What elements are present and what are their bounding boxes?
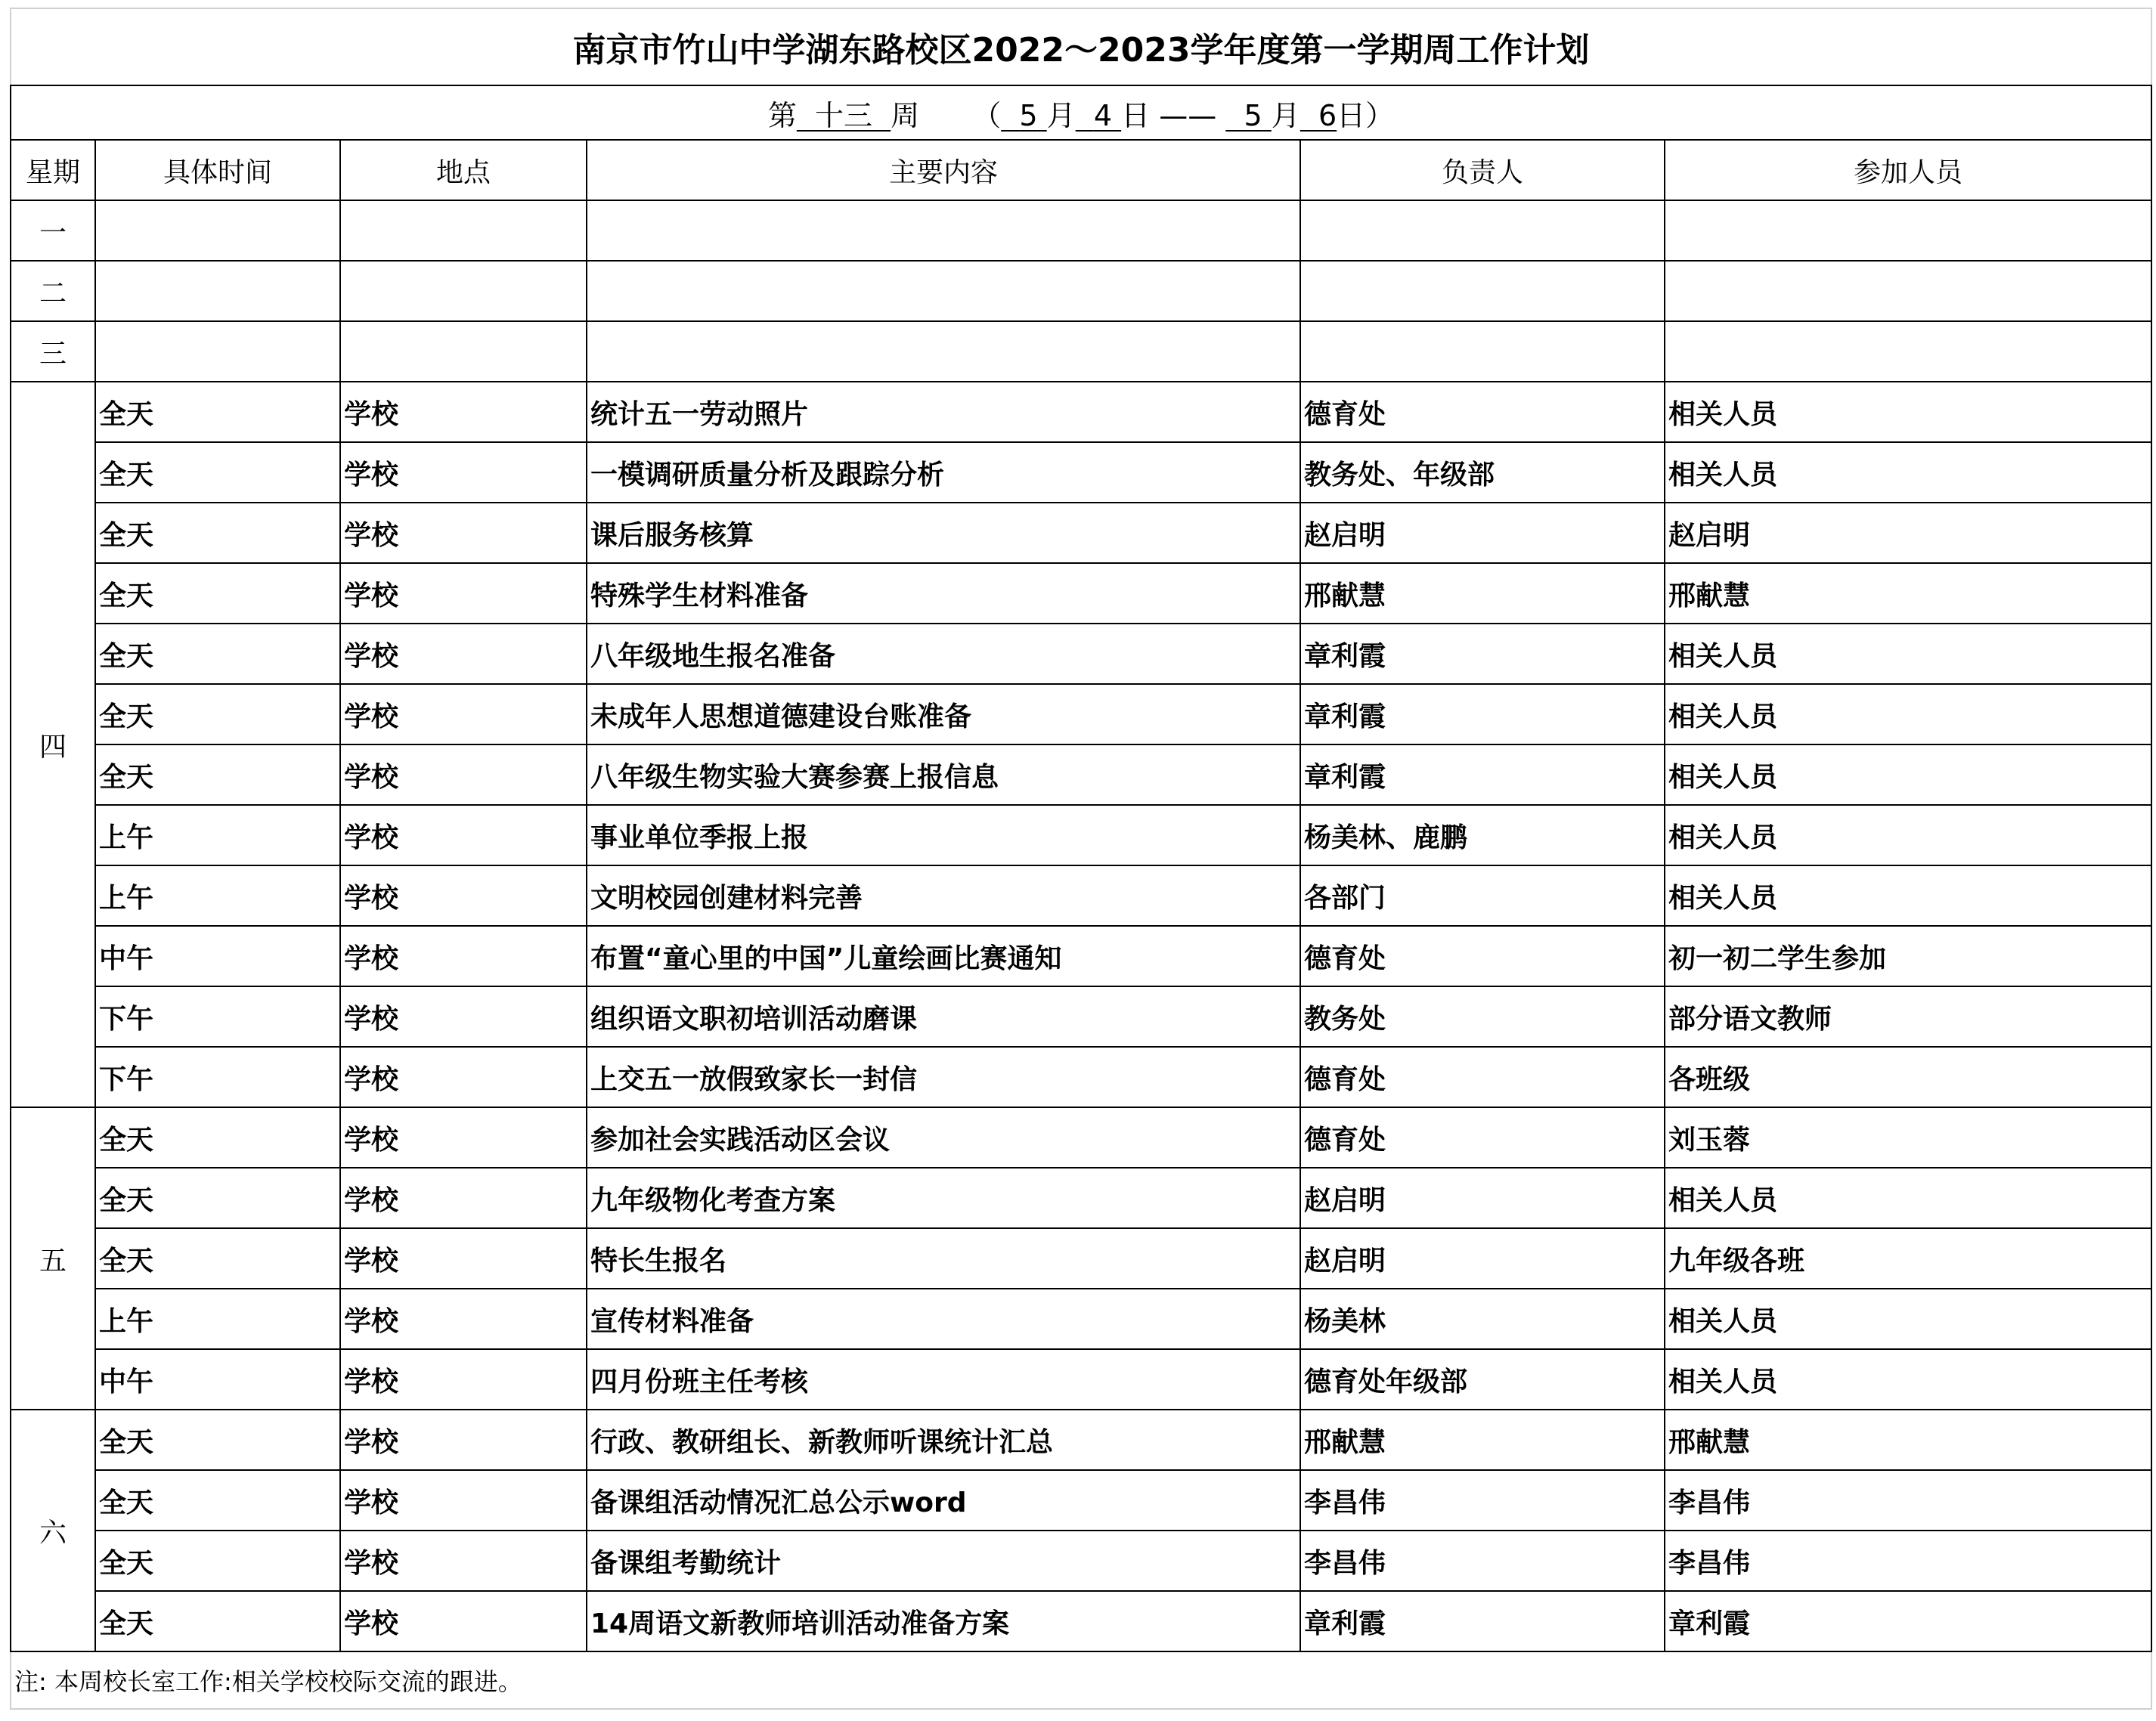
- owner-cell: 邢献慧: [1300, 1410, 1665, 1470]
- time-cell: 全天: [95, 1591, 340, 1651]
- place-cell: 学校: [340, 986, 587, 1047]
- owner-cell: 杨美林: [1300, 1289, 1665, 1349]
- open-paren: （: [972, 98, 1002, 132]
- table-row: [11, 1047, 2151, 1107]
- time-cell: 全天: [95, 563, 340, 624]
- table-row: [11, 1107, 2151, 1168]
- table-row: [11, 200, 2151, 261]
- table-row: [11, 926, 2151, 986]
- content-cell: 14周语文新教师培训活动准备方案: [587, 1591, 1300, 1651]
- content-cell: 上交五一放假致家长一封信: [587, 1047, 1300, 1107]
- table-row: [11, 1289, 2151, 1349]
- empty-cell: [1665, 261, 2151, 321]
- weekday-cell: 六: [11, 1410, 95, 1651]
- header-place: 地点: [340, 140, 587, 200]
- weekly-plan-table: [10, 8, 2152, 1710]
- content-cell: 特长生报名: [587, 1228, 1300, 1289]
- start-day: 4: [1093, 98, 1113, 132]
- end-month: 5: [1244, 98, 1262, 132]
- owner-cell: 李昌伟: [1300, 1531, 1665, 1591]
- content-cell: 备课组活动情况汇总公示word: [587, 1470, 1300, 1531]
- table-row: [11, 1228, 2151, 1289]
- weekday-cell: 五: [11, 1107, 95, 1410]
- participants-cell: 相关人员: [1665, 684, 2151, 744]
- table-row: [11, 1168, 2151, 1228]
- owner-cell: 各部门: [1300, 865, 1665, 926]
- empty-cell: [587, 321, 1300, 382]
- time-cell: 全天: [95, 1107, 340, 1168]
- place-cell: 学校: [340, 684, 587, 744]
- range-dash: ——: [1159, 98, 1217, 132]
- time-cell: 全天: [95, 684, 340, 744]
- owner-cell: 德育处: [1300, 1107, 1665, 1168]
- table-row: [11, 986, 2151, 1047]
- empty-cell: [340, 200, 587, 261]
- time-cell: 全天: [95, 1410, 340, 1470]
- weekday-cell: 一: [11, 200, 95, 261]
- sheet-title: 南京市竹山中学湖东路校区2022～2023学年度第一学期周工作计划: [11, 8, 2151, 85]
- owner-cell: 德育处年级部: [1300, 1349, 1665, 1410]
- owner-cell: 章利霞: [1300, 624, 1665, 684]
- owner-cell: 德育处: [1300, 1047, 1665, 1107]
- owner-cell: 教务处、年级部: [1300, 442, 1665, 503]
- end-month-label: 月: [1271, 98, 1300, 132]
- participants-cell: 相关人员: [1665, 744, 2151, 805]
- participants-cell: 章利霞: [1665, 1591, 2151, 1651]
- content-cell: 参加社会实践活动区会议: [587, 1107, 1300, 1168]
- place-cell: 学校: [340, 926, 587, 986]
- time-cell: 上午: [95, 1289, 340, 1349]
- table-row: [11, 805, 2151, 865]
- participants-cell: 相关人员: [1665, 382, 2151, 442]
- time-cell: 全天: [95, 442, 340, 503]
- time-cell: 全天: [95, 503, 340, 563]
- end-day-label: 日）: [1337, 98, 1395, 132]
- participants-cell: 李昌伟: [1665, 1470, 2151, 1531]
- table-row: [11, 1410, 2151, 1470]
- time-cell: 全天: [95, 1168, 340, 1228]
- time-cell: 全天: [95, 1531, 340, 1591]
- participants-cell: 邢献慧: [1665, 1410, 2151, 1470]
- owner-cell: 赵启明: [1300, 1228, 1665, 1289]
- participants-cell: 部分语文教师: [1665, 986, 2151, 1047]
- time-cell: 全天: [95, 744, 340, 805]
- place-cell: 学校: [340, 503, 587, 563]
- empty-cell: [1300, 261, 1665, 321]
- table-row: [11, 1470, 2151, 1531]
- header-content: 主要内容: [587, 140, 1300, 200]
- time-cell: 上午: [95, 805, 340, 865]
- start-month-label: 月: [1046, 98, 1076, 132]
- table-row: [11, 865, 2151, 926]
- place-cell: 学校: [340, 1591, 587, 1651]
- place-cell: 学校: [340, 744, 587, 805]
- place-cell: 学校: [340, 805, 587, 865]
- time-cell: 全天: [95, 382, 340, 442]
- content-cell: 八年级地生报名准备: [587, 624, 1300, 684]
- empty-cell: [1665, 321, 2151, 382]
- owner-cell: 德育处: [1300, 382, 1665, 442]
- content-cell: 文明校园创建材料完善: [587, 865, 1300, 926]
- place-cell: 学校: [340, 1228, 587, 1289]
- participants-cell: 刘玉蓉: [1665, 1107, 2151, 1168]
- week-range: [11, 85, 2151, 140]
- empty-cell: [587, 261, 1300, 321]
- empty-cell: [340, 321, 587, 382]
- participants-cell: 各班级: [1665, 1047, 2151, 1107]
- content-cell: 统计五一劳动照片: [587, 382, 1300, 442]
- participants-cell: 相关人员: [1665, 805, 2151, 865]
- header-weekday: 星期: [11, 140, 95, 200]
- owner-cell: 德育处: [1300, 926, 1665, 986]
- place-cell: 学校: [340, 1531, 587, 1591]
- content-cell: 九年级物化考查方案: [587, 1168, 1300, 1228]
- participants-cell: 相关人员: [1665, 442, 2151, 503]
- time-cell: 中午: [95, 1349, 340, 1410]
- owner-cell: 李昌伟: [1300, 1470, 1665, 1531]
- participants-cell: 九年级各班: [1665, 1228, 2151, 1289]
- place-cell: 学校: [340, 563, 587, 624]
- time-cell: 下午: [95, 1047, 340, 1107]
- owner-cell: 章利霞: [1300, 744, 1665, 805]
- participants-cell: 相关人员: [1665, 1168, 2151, 1228]
- content-cell: 布置“童心里的中国”儿童绘画比赛通知: [587, 926, 1300, 986]
- table-row: [11, 1349, 2151, 1410]
- place-cell: 学校: [340, 382, 587, 442]
- table-row: [11, 261, 2151, 321]
- table-row: [11, 503, 2151, 563]
- title-row: [11, 8, 2151, 85]
- empty-cell: [1300, 321, 1665, 382]
- time-cell: 全天: [95, 624, 340, 684]
- owner-cell: 邢献慧: [1300, 563, 1665, 624]
- content-cell: 四月份班主任考核: [587, 1349, 1300, 1410]
- empty-cell: [95, 261, 340, 321]
- owner-cell: 教务处: [1300, 986, 1665, 1047]
- owner-cell: 杨美林、鹿鹏: [1300, 805, 1665, 865]
- owner-cell: 章利霞: [1300, 684, 1665, 744]
- schedule-sheet: [10, 8, 2151, 1710]
- participants-cell: 初一初二学生参加: [1665, 926, 2151, 986]
- time-cell: 上午: [95, 865, 340, 926]
- header-time: 具体时间: [95, 140, 340, 200]
- content-cell: 一模调研质量分析及跟踪分析: [587, 442, 1300, 503]
- owner-cell: 赵启明: [1300, 503, 1665, 563]
- place-cell: 学校: [340, 1168, 587, 1228]
- week-row: [11, 85, 2151, 140]
- content-cell: 宣传材料准备: [587, 1289, 1300, 1349]
- place-cell: 学校: [340, 1107, 587, 1168]
- empty-cell: [1300, 200, 1665, 261]
- content-cell: 组织语文职初培训活动磨课: [587, 986, 1300, 1047]
- participants-cell: 赵启明: [1665, 503, 2151, 563]
- participants-cell: 相关人员: [1665, 865, 2151, 926]
- empty-cell: [1665, 200, 2151, 261]
- time-cell: 全天: [95, 1470, 340, 1531]
- table-row: [11, 1591, 2151, 1651]
- owner-cell: 章利霞: [1300, 1591, 1665, 1651]
- start-day-label: 日: [1121, 98, 1151, 132]
- header-participants: 参加人员: [1665, 140, 2151, 200]
- place-cell: 学校: [340, 1047, 587, 1107]
- table-row: [11, 684, 2151, 744]
- owner-cell: 赵启明: [1300, 1168, 1665, 1228]
- content-cell: 八年级生物实验大赛参赛上报信息: [587, 744, 1300, 805]
- empty-cell: [587, 200, 1300, 261]
- place-cell: 学校: [340, 442, 587, 503]
- weekday-cell: 四: [11, 382, 95, 1107]
- week-number: 十三: [815, 98, 873, 132]
- table-row: [11, 1531, 2151, 1591]
- weekday-cell: 三: [11, 321, 95, 382]
- empty-cell: [95, 200, 340, 261]
- weekday-cell: 二: [11, 261, 95, 321]
- end-day: 6: [1318, 98, 1337, 132]
- place-cell: 学校: [340, 1349, 587, 1410]
- header-owner: 负责人: [1300, 140, 1665, 200]
- participants-cell: 相关人员: [1665, 1289, 2151, 1349]
- content-cell: 事业单位季报上报: [587, 805, 1300, 865]
- empty-cell: [95, 321, 340, 382]
- note-text: 注: 本周校长室工作:相关学校校际交流的跟进。: [11, 1651, 2151, 1709]
- place-cell: 学校: [340, 1470, 587, 1531]
- content-cell: 课后服务核算: [587, 503, 1300, 563]
- header-row: [11, 140, 2151, 200]
- time-cell: 下午: [95, 986, 340, 1047]
- table-row: [11, 321, 2151, 382]
- table-row: [11, 624, 2151, 684]
- table-row: [11, 563, 2151, 624]
- place-cell: 学校: [340, 1289, 587, 1349]
- empty-cell: [340, 261, 587, 321]
- place-cell: 学校: [340, 865, 587, 926]
- start-month: 5: [1019, 98, 1038, 132]
- time-cell: 中午: [95, 926, 340, 986]
- content-cell: 行政、教研组长、新教师听课统计汇总: [587, 1410, 1300, 1470]
- participants-cell: 相关人员: [1665, 624, 2151, 684]
- table-row: [11, 744, 2151, 805]
- participants-cell: 相关人员: [1665, 1349, 2151, 1410]
- week-suffix: 周: [891, 98, 920, 132]
- time-cell: 全天: [95, 1228, 340, 1289]
- table-row: [11, 442, 2151, 503]
- place-cell: 学校: [340, 1410, 587, 1470]
- note-row: [11, 1651, 2151, 1709]
- participants-cell: 邢献慧: [1665, 563, 2151, 624]
- content-cell: 特殊学生材料准备: [587, 563, 1300, 624]
- content-cell: 未成年人思想道德建设台账准备: [587, 684, 1300, 744]
- participants-cell: 李昌伟: [1665, 1531, 2151, 1591]
- place-cell: 学校: [340, 624, 587, 684]
- table-row: [11, 382, 2151, 442]
- week-prefix: 第: [767, 98, 797, 132]
- content-cell: 备课组考勤统计: [587, 1531, 1300, 1591]
